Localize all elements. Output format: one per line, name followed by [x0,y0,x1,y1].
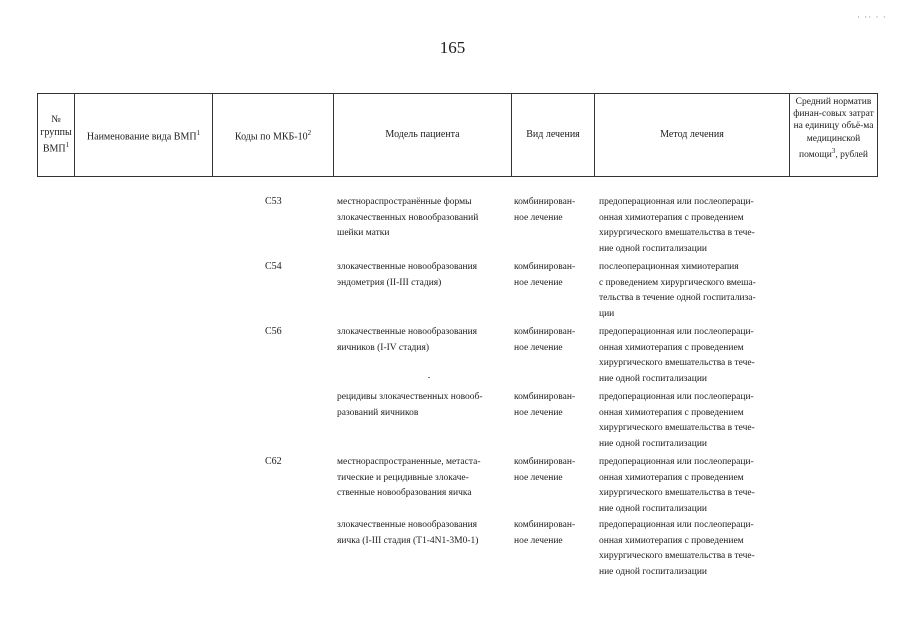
row-treatment-method: послеоперационная химиотерапия с проведением хирургического вмеша- тельства в течение одной госпитализа- ции [599,262,756,319]
scan-artifact: · ·· · · [857,12,887,22]
header-average-cost: Средний норматив финан-совых затрат на единицу объё-ма медицинской помощи$^3$, рублей [790,94,878,177]
row-patient-model: злокачественные новообразования яичка (I-III стадия (T1-4N1-3M0-1) [337,520,479,546]
row-icd-code: C53 [265,196,282,207]
row-treatment-type: комбинирован- ное лечение [514,457,576,483]
header-group-number: № группы ВМП$^1$ [38,94,75,177]
row-treatment-type: комбинирован- ное лечение [514,520,576,546]
header-treatment-method: Метод лечения [595,94,790,177]
row-patient-model: злокачественные новообразования яичников (I-IV стадия) [337,327,478,353]
row-treatment-method: предоперационная или послеопераци- онная химиотерапия с проведением хирургического вмешательства в тече- ние одной госпитализации [599,520,755,577]
row-patient-model: местнораспространенные, метаста- тические и рецидивные злокаче- ственные новообразования яичка [337,457,481,498]
page-number: 165 [439,38,466,57]
header-icd-codes: Коды по МКБ-$10^2$ [213,94,334,177]
row-patient-model: злокачественные новообразования эндометрия (II-III стадия) [337,262,478,288]
row-patient-model: местнораспространённые формы злокачественных новообразований шейки матки [337,197,479,238]
row-treatment-method: предоперационная или послеопераци- онная химиотерапия с проведением хирургического вмешательства в тече- ние одной госпитализации [599,197,755,254]
header-patient-model: Модель пациента [334,94,512,177]
row-icd-code: C56 [265,326,282,337]
row-treatment-method: предоперационная или послеопераци- онная химиотерапия с проведением хирургического вмешательства в тече- ние одной госпитализации [599,457,755,514]
row-patient-model: рецидивы злокачественных новооб- разований яичников [337,392,483,418]
row-icd-code: C54 [265,261,282,272]
row-treatment-type: комбинирован- ное лечение [514,262,576,288]
table-header [37,93,878,177]
row-treatment-method: предоперационная или послеопераци- онная химиотерапия с проведением хирургического вмешательства в тече- ние одной госпитализации [599,392,755,449]
row-treatment-method: предоперационная или послеопераци- онная химиотерапия с проведением хирургического вмешательства в тече- ние одной госпитализации [599,327,755,384]
header-treatment-type: Вид лечения [512,94,595,177]
row-icd-code: C62 [265,456,282,467]
scan-speck [428,377,430,378]
row-treatment-type: комбинирован- ное лечение [514,392,576,418]
row-treatment-type: комбинирован- ное лечение [514,197,576,223]
header-vmp-name: Наименование вида ВМП$^1$ [75,94,213,177]
row-treatment-type: комбинирован- ное лечение [514,327,576,353]
